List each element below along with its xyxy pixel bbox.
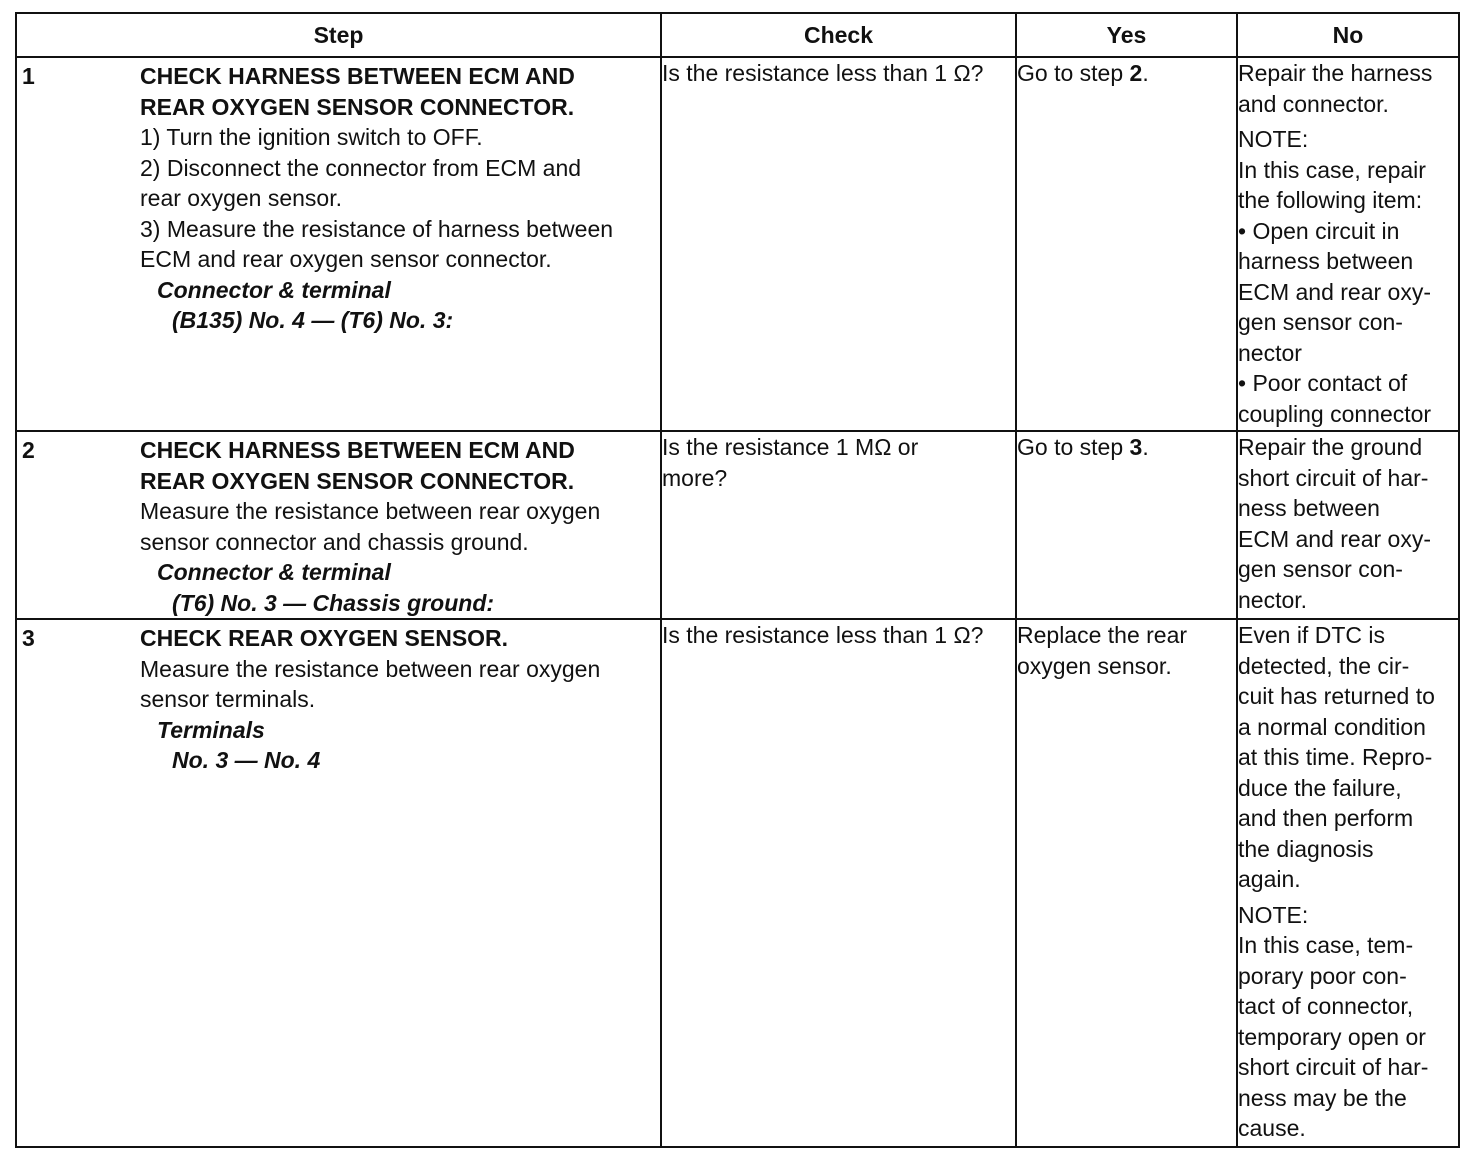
instruction: rear oxygen sensor. [140, 185, 343, 211]
note-text: coupling connector [1238, 400, 1432, 427]
header-yes: Yes [1016, 13, 1237, 57]
yes-text: oxygen sensor. [1017, 652, 1172, 679]
step-cell [16, 57, 661, 431]
note-label: NOTE: [1238, 126, 1309, 152]
check-text: Is the resistance 1 MΩ or [662, 434, 919, 460]
note-text: porary poor con- [1238, 962, 1407, 989]
note-text: the following item: [1238, 187, 1423, 213]
check-cell [661, 57, 1016, 431]
no-text: cuit has returned to [1238, 683, 1435, 709]
no-text: and connector. [1238, 90, 1389, 117]
note-text: tact of connector, [1238, 993, 1414, 1019]
no-text: at this time. Repro- [1238, 744, 1433, 770]
note-text: gen sensor con- [1238, 309, 1403, 335]
no-text: ECM and rear oxy- [1238, 525, 1432, 552]
yes-prefix: Go to step [1017, 60, 1130, 86]
diagnosis-table [15, 12, 1460, 1148]
instruction: 3) Measure the resistance of harness between [140, 215, 614, 242]
no-text: short circuit of har- [1238, 464, 1429, 491]
yes-step-number: 3 [1129, 434, 1143, 460]
step-title: REAR OXYGEN SENSOR CONNECTOR. [140, 93, 575, 120]
instruction: sensor terminals. [140, 686, 316, 712]
no-text: detected, the cir- [1238, 652, 1410, 679]
note-text: cause. [1238, 1115, 1306, 1141]
spec-value: (T6) No. 3 — Chassis ground: [172, 589, 495, 616]
no-cell [1237, 431, 1459, 619]
no-text: the diagnosis [1238, 835, 1374, 862]
note-text: ECM and rear oxy- [1238, 278, 1432, 305]
spec-value: No. 3 — No. 4 [172, 747, 321, 773]
step-number: 3 [22, 625, 35, 651]
step-title: REAR OXYGEN SENSOR CONNECTOR. [140, 467, 575, 494]
no-text: duce the failure, [1238, 774, 1402, 801]
table-row [16, 57, 1459, 431]
no-text: nector. [1238, 586, 1308, 613]
no-text: Repair the ground [1238, 434, 1423, 460]
spec-value: (B135) No. 4 — (T6) No. 3: [172, 307, 454, 333]
no-text: again. [1238, 866, 1301, 892]
check-cell [661, 619, 1016, 1147]
spec-label: Connector & terminal [157, 276, 391, 303]
note-text: In this case, tem- [1238, 932, 1414, 958]
step-number: 1 [22, 63, 35, 89]
note-text: short circuit of har- [1238, 1054, 1429, 1080]
note-text: temporary open or [1238, 1023, 1426, 1050]
table-row [16, 619, 1459, 1147]
table-row [16, 431, 1459, 619]
instruction: sensor connector and chassis ground. [140, 528, 529, 555]
yes-cell [1016, 57, 1237, 431]
yes-step-number: 2 [1129, 60, 1143, 86]
note-text: In this case, repair [1238, 156, 1426, 183]
step-title: CHECK REAR OXYGEN SENSOR. [140, 625, 509, 651]
header-row [16, 13, 1459, 57]
note-text: • Open circuit in [1238, 217, 1400, 244]
instruction: ECM and rear oxygen sensor connector. [140, 246, 552, 272]
yes-text: Replace the rear [1017, 622, 1188, 648]
header-check: Check [661, 13, 1016, 57]
spec-label: Terminals [157, 716, 265, 743]
no-text: a normal condition [1238, 713, 1426, 740]
check-text: more? [662, 464, 728, 491]
note-label: NOTE: [1238, 901, 1309, 928]
note-text: harness between [1238, 248, 1414, 274]
no-cell [1237, 57, 1459, 431]
step-title: CHECK HARNESS BETWEEN ECM AND [140, 63, 575, 89]
step-cell [16, 431, 661, 619]
header-no: No [1237, 13, 1459, 57]
no-text: Repair the harness [1238, 60, 1433, 86]
no-text: Even if DTC is [1238, 622, 1385, 648]
note-text: nector [1238, 339, 1302, 366]
instruction: Measure the resistance between rear oxygen [140, 655, 601, 682]
yes-cell [1016, 619, 1237, 1147]
spec-label: Connector & terminal [157, 559, 391, 585]
no-cell [1237, 619, 1459, 1147]
check-cell [661, 431, 1016, 619]
note-text: • Poor contact of [1238, 370, 1408, 396]
no-text: ness between [1238, 495, 1380, 521]
yes-cell [1016, 431, 1237, 619]
header-step: Step [16, 13, 661, 57]
step-title: CHECK HARNESS BETWEEN ECM AND [140, 437, 575, 463]
check-text: Is the resistance less than 1 Ω? [662, 622, 984, 648]
step-number: 2 [22, 437, 35, 463]
yes-suffix: . [1142, 434, 1149, 460]
instruction: Measure the resistance between rear oxygen [140, 498, 601, 524]
yes-prefix: Go to step [1017, 434, 1130, 460]
step-cell [16, 619, 661, 1147]
no-text: and then perform [1238, 805, 1414, 831]
no-text: gen sensor con- [1238, 556, 1403, 582]
note-text: ness may be the [1238, 1084, 1407, 1111]
check-text: Is the resistance less than 1 Ω? [662, 60, 984, 86]
yes-suffix: . [1142, 60, 1149, 86]
instruction: 1) Turn the ignition switch to OFF. [140, 124, 483, 150]
instruction: 2) Disconnect the connector from ECM and [140, 154, 582, 181]
